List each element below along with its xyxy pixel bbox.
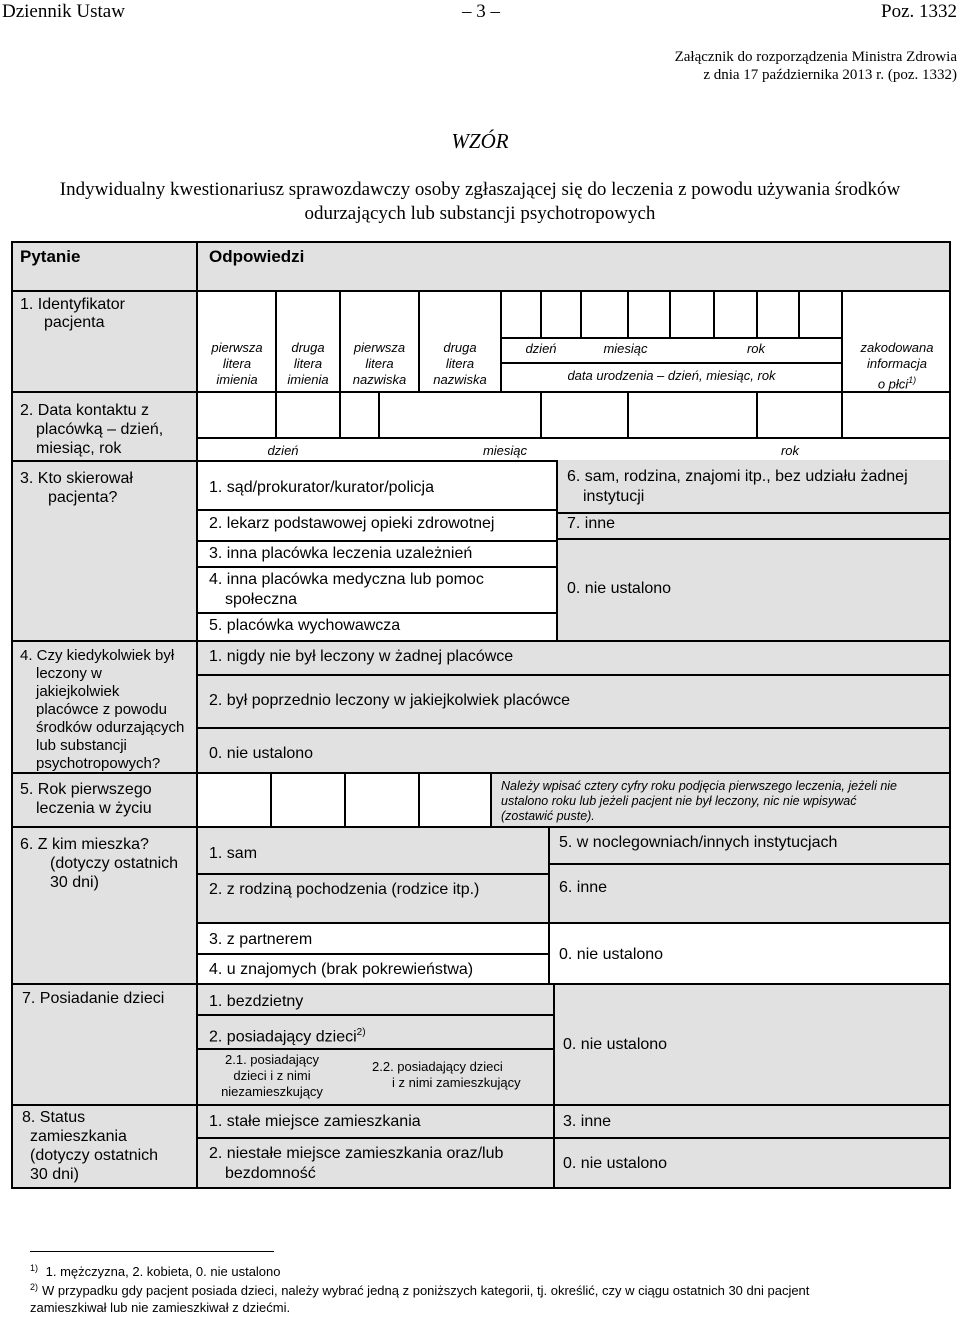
sex-code-caption: zakodowana informacja o płci$^{1)}$: [860, 340, 934, 392]
contact-date-boxes: [196, 391, 951, 439]
q8-label: 8. Status zamieszkania (dotyczy ostatnich 30 dni): [22, 1109, 159, 1183]
q7-option-2-1[interactable]: 2.1. posiadający dzieci i z nimi niezamieszkujący: [221, 1052, 323, 1099]
q7-label: 7. Posiadanie dzieci: [22, 990, 165, 1007]
document-title: Indywidualny kwestionariusz sprawozdawczy osoby zgłaszającej się do leczenia z powodu używania środków odurzających lub substancji psychotropowych: [59, 179, 901, 224]
q6-option-4[interactable]: 4. u znajomych (brak pokrewieństwa): [209, 961, 474, 978]
dob-day-caption: dzień: [525, 341, 557, 356]
q4-option-0[interactable]: 0. nie ustalono: [209, 745, 314, 762]
dob-caption: data urodzenia – dzień, miesiąc, rok: [567, 368, 776, 383]
contact-day-caption: dzień: [267, 443, 299, 458]
q3-option-3[interactable]: 3. inna placówka leczenia uzależnień: [209, 545, 473, 562]
q1-label: 1. Identyfikator pacjenta: [20, 296, 125, 331]
contact-month-caption: miesiąc: [482, 443, 528, 458]
position-number: Poz. 1332: [881, 1, 957, 22]
q3-option-7[interactable]: 7. inne: [567, 515, 616, 532]
column-header-question: Pytanie: [20, 247, 81, 266]
q5-note: Należy wpisać cztery cyfry roku podjęcia pierwszego leczenia, jeżeli nie ustalono roku lub jeżeli pacjent nie był leczony, nic nie wpisywać (zostawić puste).: [501, 779, 898, 823]
q3-label: 3. Kto skierował pacjenta?: [20, 470, 133, 506]
q8-option-0[interactable]: 0. nie ustalono: [563, 1155, 668, 1172]
q6-option-1[interactable]: 1. sam: [209, 845, 258, 862]
q3-option-2[interactable]: 2. lekarz podstawowej opieki zdrowotnej: [209, 515, 495, 532]
q6-option-0[interactable]: 0. nie ustalono: [559, 946, 664, 963]
q8-option-2[interactable]: 2. niestałe miejsce zamieszkania oraz/lub bezdomność: [209, 1145, 504, 1182]
footnote-1: $^{1)}$ 1. mężczyzna, 2. kobieta, 0. nie ustalono: [30, 1263, 281, 1280]
q7-option-2-2[interactable]: 2.2. posiadający dzieci i z nimi zamieszkujący: [372, 1059, 521, 1090]
footnote-2: $^{2)}$ W przypadku gdy pacjent posiada dzieci, należy wybrać jedną z poniższych kategorii, tj. określić, czy w ciągu ostatnich 30 dni pacjent zamieszkiwał lub nie zamieszkiwał z dziećmi.: [30, 1282, 810, 1316]
q3-option-6[interactable]: 6. sam, rodzina, znajomi itp., bez udziału żadnej instytucji: [567, 468, 908, 505]
q4-label: 4. Czy kiedykolwiek był leczony w jakiejkolwiek placówce z powodu środków odurzających lub substancji psychotropowych?: [20, 647, 185, 772]
q6-option-6[interactable]: 6. inne: [559, 879, 608, 896]
q3-option-1[interactable]: 1. sąd/prokurator/kurator/policja: [209, 479, 434, 496]
q3-option-4[interactable]: 4. inna placówka medyczna lub pomoc społeczna: [209, 571, 484, 608]
first-name-first-letter-caption: pierwsza litera imienia: [211, 340, 263, 387]
q5-label: 5. Rok pierwszego leczenia w życiu: [20, 781, 152, 817]
q2-label: 2. Data kontaktu z placówką – dzień, miesiąc, rok: [20, 402, 164, 457]
q8-option-1[interactable]: 1. stałe miejsce zamieszkania: [209, 1113, 421, 1130]
q3-option-5[interactable]: 5. placówka wychowawcza: [209, 617, 401, 634]
first-name-second-letter-caption: druga litera imienia: [287, 340, 329, 387]
surname-second-letter-caption: druga litera nazwiska: [433, 340, 487, 387]
journal-name: Dziennik Ustaw: [2, 1, 125, 22]
dob-month-caption: miesiąc: [603, 341, 648, 356]
q8-option-3[interactable]: 3. inne: [563, 1113, 612, 1130]
dob-year-caption: rok: [746, 341, 766, 356]
page-number: – 3 –: [462, 1, 500, 22]
contact-year-caption: rok: [780, 443, 800, 458]
q7-option-0[interactable]: 0. nie ustalono: [563, 1036, 668, 1053]
annex-note: Załącznik do rozporządzenia Ministra Zdrowia z dnia 17 października 2013 r. (poz. 1332): [674, 49, 957, 83]
q6-option-3[interactable]: 3. z partnerem: [209, 931, 313, 948]
footnote-separator: [30, 1251, 274, 1252]
template-label: WZÓR: [451, 129, 509, 153]
q7-option-2[interactable]: 2. posiadający dzieci$^{2)}$: [209, 1027, 366, 1046]
q6-option-2[interactable]: 2. z rodziną pochodzenia (rodzice itp.): [209, 881, 480, 898]
q6-option-5[interactable]: 5. w noclegowniach/innych instytucjach: [559, 834, 838, 851]
q6-label: 6. Z kim mieszka? (dotyczy ostatnich 30 dni): [20, 836, 179, 891]
column-header-answers: Odpowiedzi: [209, 247, 305, 266]
surname-first-letter-caption: pierwsza litera nazwiska: [352, 340, 407, 387]
q7-option-1[interactable]: 1. bezdzietny: [209, 993, 304, 1010]
q4-option-1[interactable]: 1. nigdy nie był leczony w żadnej placówce: [209, 648, 514, 665]
q3-option-0[interactable]: 0. nie ustalono: [567, 580, 672, 597]
q4-option-2[interactable]: 2. był poprzednio leczony w jakiejkolwiek placówce: [209, 692, 571, 709]
